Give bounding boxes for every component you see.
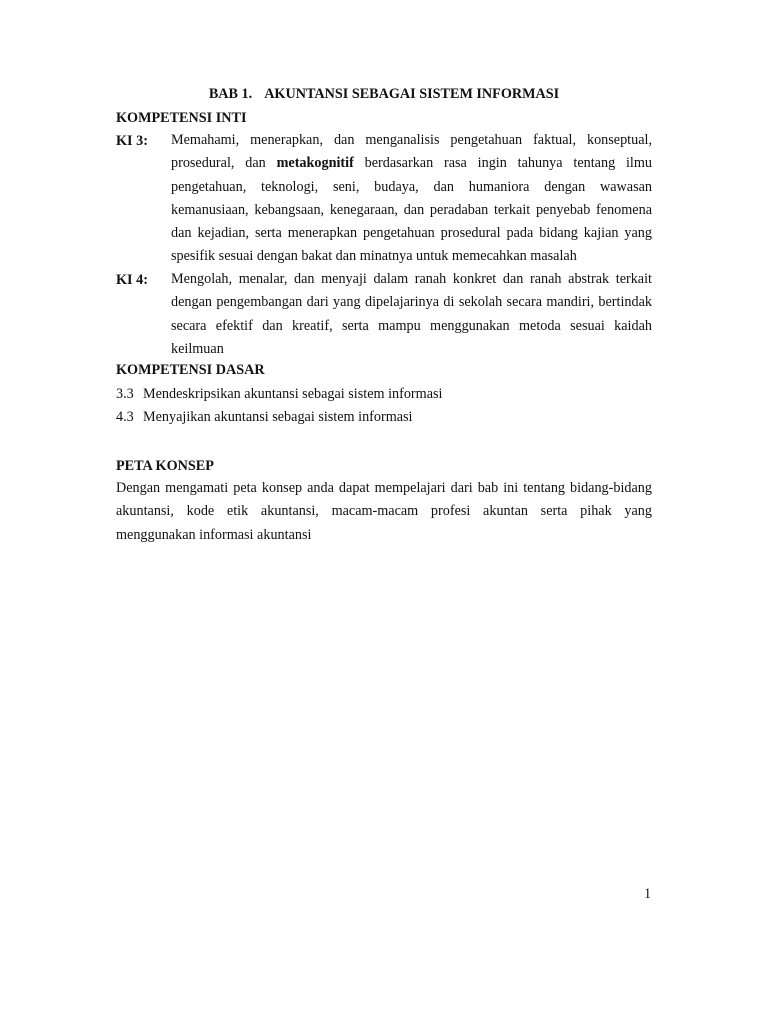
kd-item-number: 4.3	[116, 409, 134, 425]
ki3-line-3: pengetahuan, teknologi, seni, budaya, dan humaniora dengan wawasan	[171, 178, 652, 195]
kd-item	[116, 386, 442, 403]
peta-konsep-line: akuntansi, kode etik akuntansi, macam-macam profesi akuntan serta pihak yang	[116, 503, 652, 520]
chapter-title	[0, 86, 768, 103]
ki3-bold-term: metakognitif	[276, 155, 354, 172]
ki4-line-1: Mengolah, menalar, dan menyaji dalam ranah konkret dan ranah abstrak terkait	[171, 271, 652, 287]
kompetensi-inti-heading: KOMPETENSI INTI	[116, 110, 247, 126]
ki3-line-1: Memahami, menerapkan, dan menganalisis pengetahuan faktual, konseptual,	[171, 132, 652, 148]
chapter-title-text: AKUNTANSI SEBAGAI SISTEM INFORMASI	[264, 86, 560, 102]
ki3-line-6: spesifik sesuai dengan bakat dan minatnya untuk memecahkan masalah	[171, 248, 577, 265]
ki3-label: KI 3:	[116, 133, 148, 149]
peta-konsep-line: menggunakan informasi akuntansi	[116, 526, 312, 543]
kd-item-text: Mendeskripsikan akuntansi sebagai sistem informasi	[143, 386, 443, 402]
ki3-line-2	[171, 152, 652, 175]
kd-item	[116, 409, 413, 426]
ki4-line-2: dengan pengembangan dari yang dipelajarinya di sekolah secara mandiri, bertindak	[171, 294, 652, 311]
ki4-line-3: secara efektif dan kreatif, serta mampu menggunakan metoda sesuai kaidah	[171, 317, 652, 334]
peta-konsep-paragraph	[116, 477, 652, 547]
kd-item-text: Menyajikan akuntansi sebagai sistem informasi	[143, 409, 413, 425]
page-number: 1	[644, 886, 652, 902]
ki3-line-4: kemanusiaan, kebangsaan, kenegaraan, dan peradaban terkait penyebab fenomena	[171, 201, 652, 218]
ki3-line-2-post: berdasarkan rasa ingin tahunya tentang ilmu	[364, 155, 652, 172]
ki4-line-4: keilmuan	[171, 340, 224, 357]
peta-konsep-heading: PETA KONSEP	[116, 458, 214, 474]
kd-item-number: 3.3	[116, 386, 134, 402]
chapter-number: BAB 1.	[208, 86, 253, 102]
ki3-line-2-pre: prosedural, dan	[171, 155, 266, 172]
ki3-line-5: dan kejadian, serta menerapkan pengetahuan prosedural pada bidang kajian yang	[171, 225, 652, 242]
peta-konsep-line: Dengan mengamati peta konsep anda dapat mempelajari dari bab ini tentang bidang-bidang	[116, 480, 652, 496]
kompetensi-dasar-heading: KOMPETENSI DASAR	[116, 362, 265, 378]
ki3-text	[171, 129, 652, 269]
ki4-label: KI 4:	[116, 272, 148, 288]
ki4-text	[171, 268, 652, 361]
